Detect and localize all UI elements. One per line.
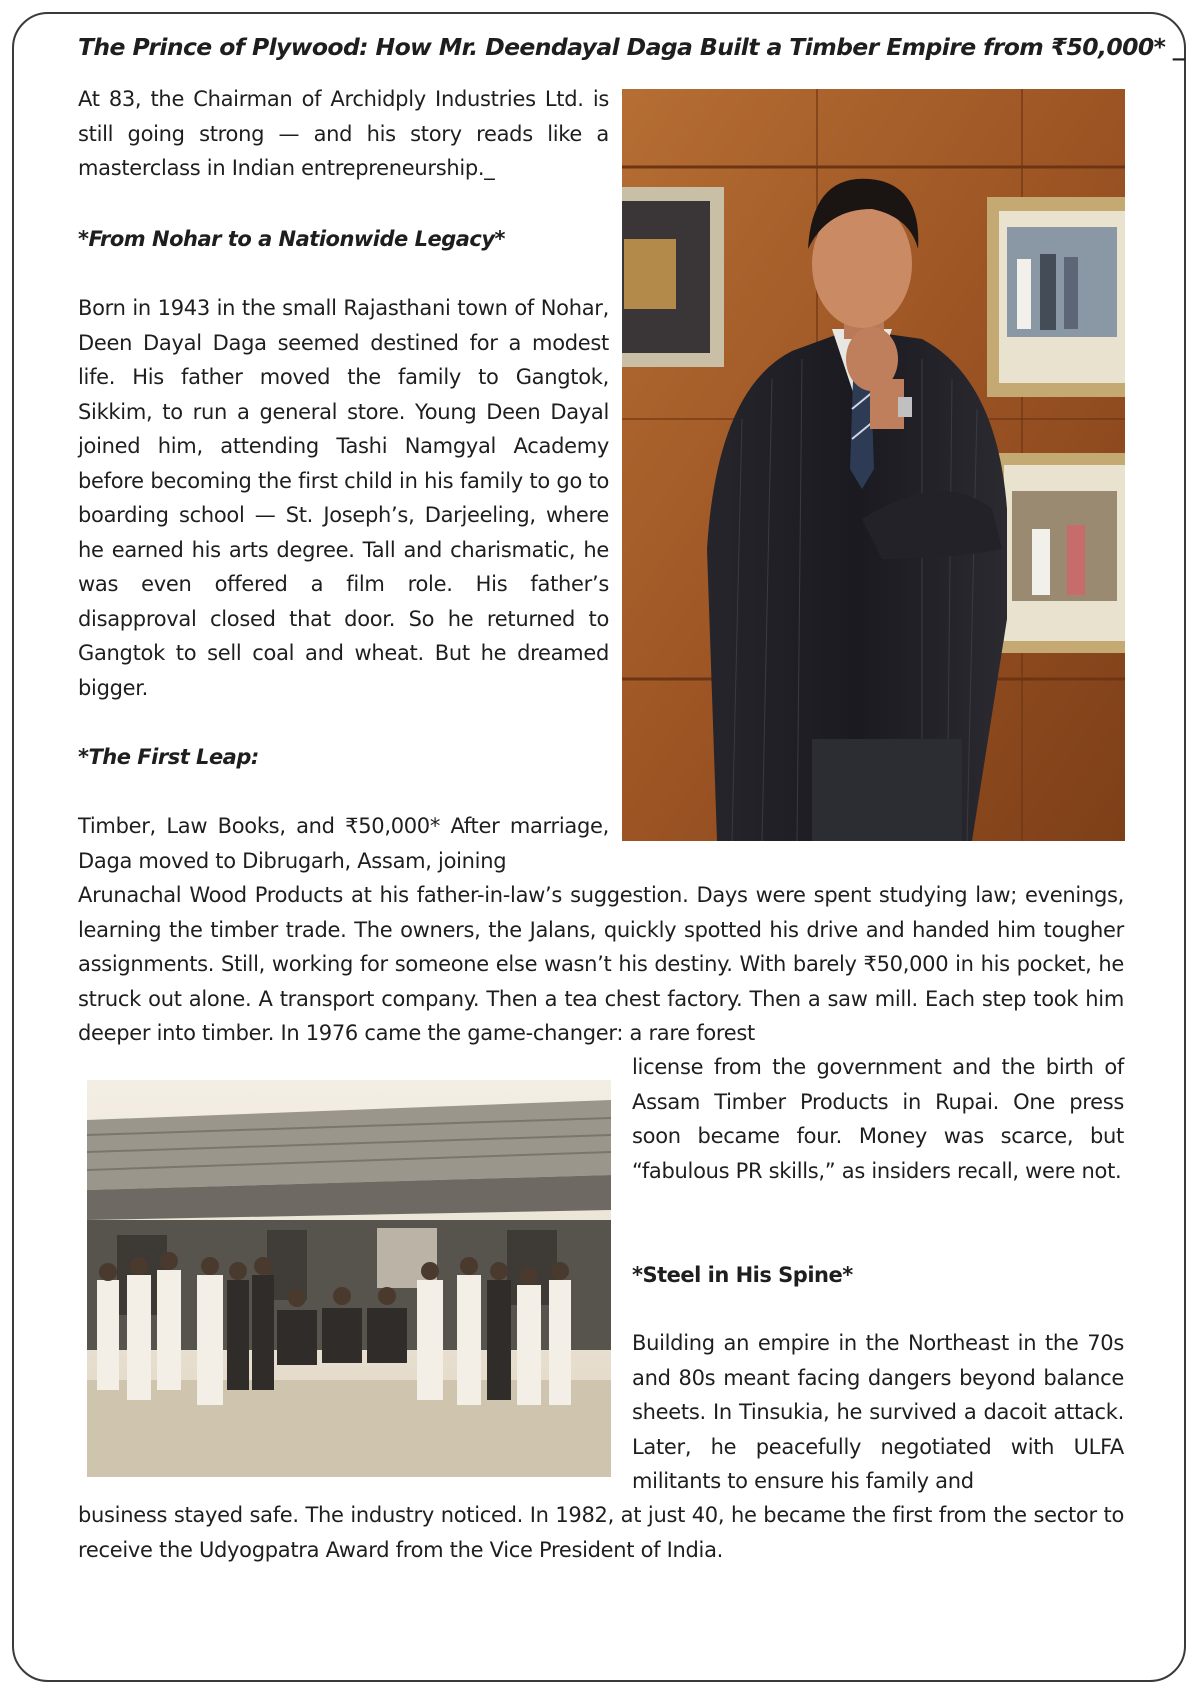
section-body-first-leap-column: Timber, Law Books, and ₹50,000* After marriage, Daga moved to Dibrugarh, Assam, joining bbox=[78, 814, 609, 873]
section-body-nohar: Born in 1943 in the small Rajasthani town of Nohar, Deen Dayal Daga seemed destined for a modest life. His father moved the family to Gangtok, Sikkim, to run a general store. Young Deen Dayal joined him, attending Tashi Namgyal Academy before becoming the first child in his family to go to boarding school — St. Joseph’s, Darjeeling, where he earned his arts degree. Tall and charismatic, he was even offered a film role. His father’s disapproval closed that door. So he returned to Gangtok to sell coal and wheat. But he dreamed bigger. bbox=[78, 296, 609, 700]
portrait-photo bbox=[622, 89, 1125, 841]
section-body-first-leap-wide: Arunachal Wood Products at his father-in-law’s suggestion. Days were spent studying law; evenings, learning the timber trade. The owners, the Jalans, quickly spotted his drive and handed him tougher assignments. Still, working for someone else wasn’t his destiny. With barely ₹50,000 in his pocket, he struck out alone. A transport company. Then a tea chest factory. Then a saw mill. Each step took him deeper into timber. In 1976 came the game-changer: a rare forest bbox=[78, 883, 1124, 1045]
group-photo bbox=[87, 1080, 611, 1477]
section-heading-first-leap: *The First Leap: bbox=[78, 745, 259, 769]
section-heading-nohar: *From Nohar to a Nationwide Legacy* bbox=[78, 227, 506, 251]
section-body-steel-wide: business stayed safe. The industry noticed. In 1982, at just 40, he became the first from the sector to receive the Udyogpatra Award from the Vice President of India. bbox=[78, 1503, 1124, 1562]
section-body-steel-right: Building an empire in the Northeast in the 70s and 80s meant facing dangers beyond balance sheets. In Tinsukia, he survived a dacoit attack. Later, he peacefully negotiated with ULFA militants to ensure his family and bbox=[632, 1331, 1124, 1493]
intro-paragraph: At 83, the Chairman of Archidply Industries Ltd. is still going strong — and his story reads like a masterclass in Indian entrepreneurship._ bbox=[78, 87, 609, 180]
section-heading-steel: *Steel in His Spine* bbox=[632, 1263, 853, 1287]
article-title: The Prince of Plywood: How Mr. Deendayal Daga Built a Timber Empire from ₹50,000* _ bbox=[78, 33, 1185, 61]
section-body-first-leap-right: license from the government and the birth of Assam Timber Products in Rupai. One press soon became four. Money was scarce, but “fabulous PR skills,” as insiders recall, were not. bbox=[632, 1055, 1124, 1183]
